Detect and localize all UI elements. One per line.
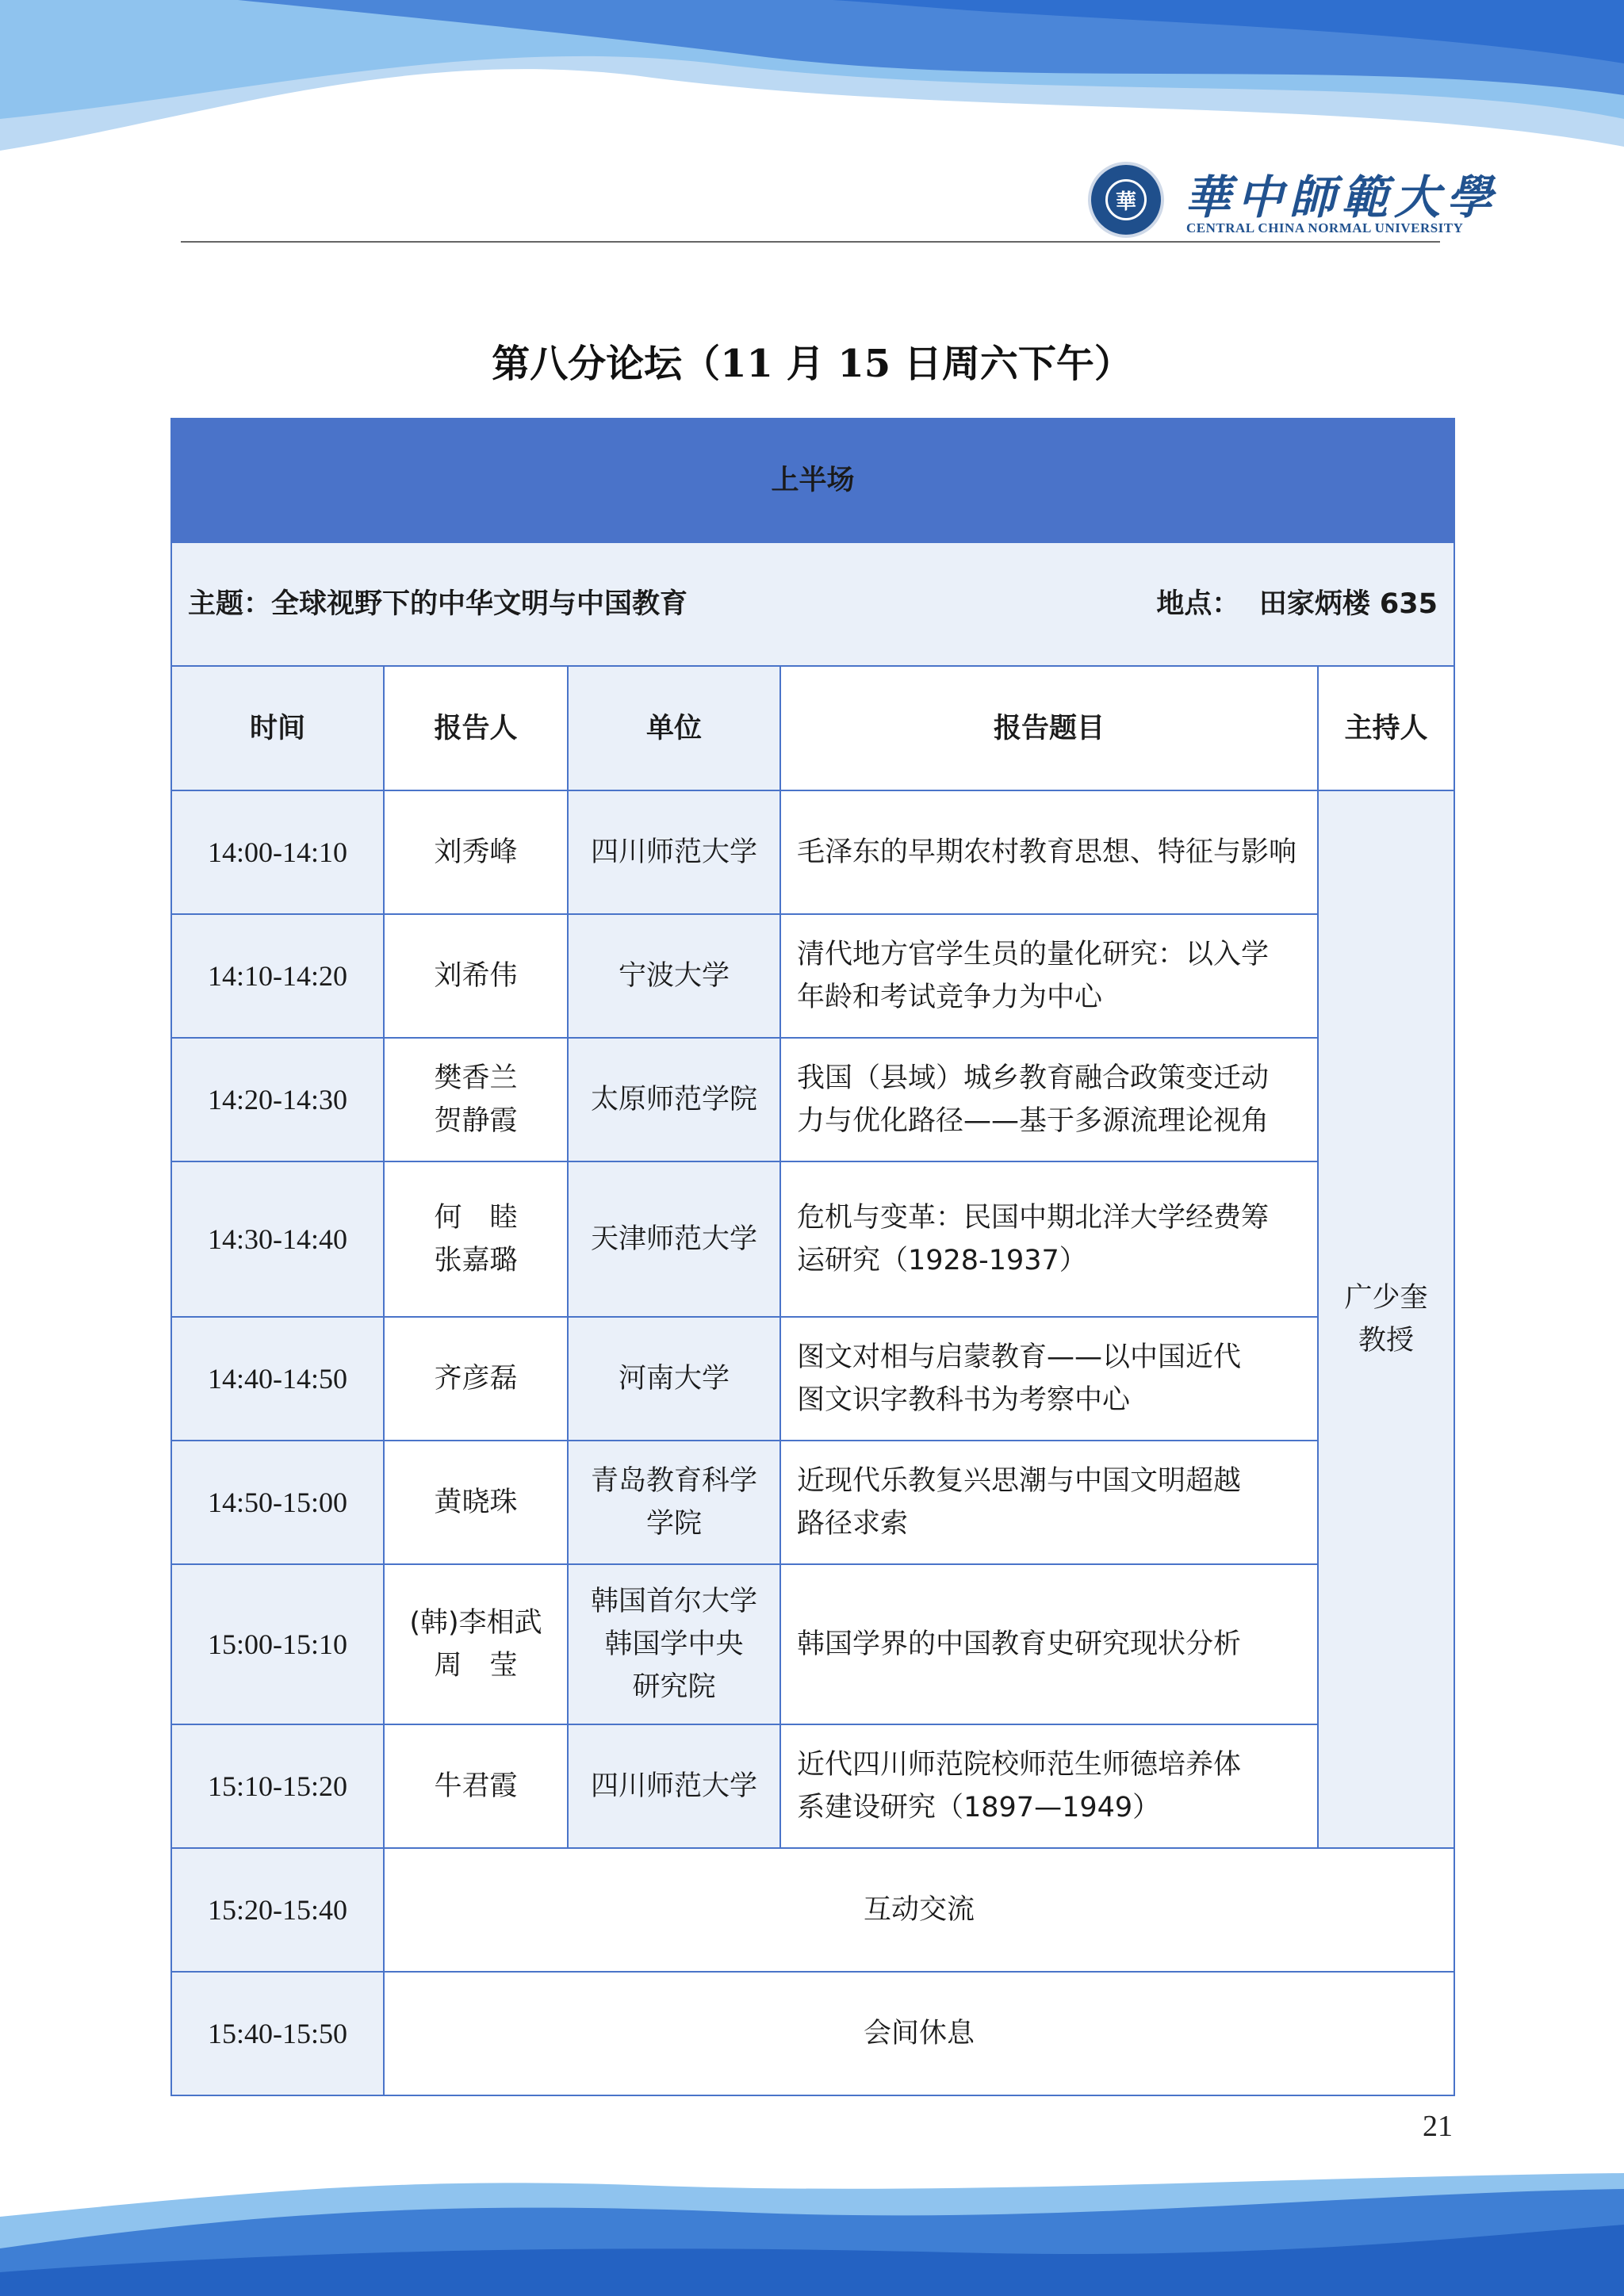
topic-line: 路径求索 — [797, 1508, 909, 1540]
time-cell: 15:40-15:50 — [171, 1972, 384, 2095]
topic-line: 近现代乐教复兴思潮与中国文明超越 — [797, 1465, 1242, 1497]
speaker-name: 张嘉璐 — [434, 1245, 518, 1276]
university-name-cn: 華中師範大學 — [1185, 170, 1500, 224]
host-title: 教授 — [1358, 1325, 1414, 1357]
topic-cell — [780, 1161, 1318, 1317]
topic-line: 韩国学界的中国教育史研究现状分析 — [797, 1628, 1242, 1660]
speaker-cell — [384, 1161, 568, 1317]
topic-line: 运研究（1928-1937） — [797, 1245, 1087, 1276]
theme-label: 主题： — [188, 588, 272, 620]
unit-cell — [568, 1161, 780, 1317]
theme-row — [171, 542, 1454, 666]
topic-line: 图文识字教科书为考察中心 — [797, 1384, 1131, 1416]
break-label: 互动交流 — [384, 1848, 1454, 1972]
header-topic: 报告题目 — [780, 666, 1318, 790]
session-banner: 上半场 — [171, 419, 1454, 542]
break-label: 会间休息 — [384, 1972, 1454, 2095]
topic-cell — [780, 1441, 1318, 1564]
speaker-name: 牛君霞 — [434, 1770, 518, 1802]
column-header-row — [171, 666, 1454, 790]
speaker-name: 刘希伟 — [434, 960, 518, 992]
page-number: 21 — [1423, 2110, 1453, 2143]
topic-line: 清代地方官学生员的量化研究：以入学 — [797, 939, 1270, 970]
unit-cell — [568, 790, 780, 914]
unit-line: 天津师范大学 — [590, 1223, 757, 1255]
page-title: 第八分论坛（11 月 15 日周六下午） — [492, 342, 1132, 386]
university-name-en: CENTRAL CHINA NORMAL UNIVERSITY — [1186, 220, 1464, 235]
location — [1156, 583, 1438, 626]
table-row — [171, 790, 1454, 914]
theme-text: 全球视野下的中华文明与中国教育 — [271, 588, 688, 620]
speaker-name: 樊香兰 — [434, 1062, 518, 1094]
speaker-cell — [384, 790, 568, 914]
table-row — [171, 1724, 1454, 1848]
time-cell: 15:20-15:40 — [171, 1848, 384, 1972]
unit-cell — [568, 1038, 780, 1161]
time-cell: 15:10-15:20 — [171, 1724, 384, 1848]
table-row — [171, 1441, 1454, 1564]
speaker-name: 刘秀峰 — [434, 836, 518, 868]
university-seal-icon: 華 — [1088, 162, 1164, 238]
speaker-name: 齐彦磊 — [434, 1363, 518, 1395]
topic-line: 危机与变革：民国中期北洋大学经费筹 — [797, 1202, 1270, 1234]
header-speaker: 报告人 — [384, 666, 568, 790]
table-row — [171, 1038, 1454, 1161]
top-wave-decoration — [0, 0, 1624, 166]
topic-line: 力与优化路径——基于多源流理论视角 — [797, 1105, 1270, 1137]
speaker-cell — [384, 1564, 568, 1724]
speaker-cell — [384, 1038, 568, 1161]
unit-cell — [568, 1724, 780, 1848]
time-cell: 14:40-14:50 — [171, 1317, 384, 1441]
speaker-name: 周 莹 — [434, 1650, 518, 1682]
unit-line: 学院 — [645, 1508, 702, 1540]
session-banner-row — [171, 419, 1454, 542]
unit-line: 宁波大学 — [618, 960, 730, 992]
topic-line: 系建设研究（1897—1949） — [797, 1792, 1161, 1823]
host-name: 广少奎 — [1344, 1282, 1428, 1314]
speaker-cell — [384, 1317, 568, 1441]
location-text: 田家炳楼 635 — [1258, 588, 1438, 620]
theme — [188, 583, 688, 626]
break-row — [171, 1848, 1454, 1972]
time-cell: 14:00-14:10 — [171, 790, 384, 914]
topic-cell — [780, 1724, 1318, 1848]
unit-line: 太原师范学院 — [590, 1084, 757, 1115]
speaker-name: 何 睦 — [434, 1202, 518, 1234]
unit-cell — [568, 1441, 780, 1564]
topic-line: 我国（县域）城乡教育融合政策变迁动 — [797, 1062, 1270, 1094]
unit-line: 韩国学中央 — [604, 1628, 744, 1660]
unit-line: 青岛教育科学 — [590, 1465, 757, 1497]
speaker-cell — [384, 1441, 568, 1564]
speaker-cell — [384, 914, 568, 1038]
speaker-name: 贺静霞 — [434, 1105, 518, 1137]
host-cell — [1318, 790, 1454, 1848]
topic-cell — [780, 790, 1318, 914]
header-unit: 单位 — [568, 666, 780, 790]
unit-line: 四川师范大学 — [590, 1770, 757, 1802]
topic-line: 毛泽东的早期农村教育思想、特征与影响 — [797, 836, 1297, 868]
unit-cell — [568, 914, 780, 1038]
speaker-name: (韩)李相武 — [409, 1607, 542, 1639]
time-cell: 14:20-14:30 — [171, 1038, 384, 1161]
speaker-name: 黄晓珠 — [434, 1487, 518, 1518]
university-logo — [1088, 157, 1500, 244]
header-host: 主持人 — [1318, 666, 1454, 790]
table-row — [171, 1317, 1454, 1441]
speaker-cell — [384, 1724, 568, 1848]
bottom-wave-decoration — [0, 2161, 1624, 2296]
topic-cell — [780, 1038, 1318, 1161]
header-divider — [181, 241, 1440, 243]
table-row — [171, 1161, 1454, 1317]
time-cell: 15:00-15:10 — [171, 1564, 384, 1724]
topic-line: 年龄和考试竞争力为中心 — [797, 982, 1103, 1013]
break-row — [171, 1972, 1454, 2095]
unit-cell — [568, 1564, 780, 1724]
table-row — [171, 914, 1454, 1038]
location-label: 地点： — [1156, 588, 1240, 620]
time-cell: 14:10-14:20 — [171, 914, 384, 1038]
time-cell: 14:50-15:00 — [171, 1441, 384, 1564]
time-cell: 14:30-14:40 — [171, 1161, 384, 1317]
unit-line: 研究院 — [632, 1671, 716, 1703]
unit-line: 韩国首尔大学 — [590, 1586, 757, 1617]
unit-cell — [568, 1317, 780, 1441]
topic-line: 图文对相与启蒙教育——以中国近代 — [797, 1341, 1242, 1373]
unit-line: 河南大学 — [618, 1363, 730, 1395]
unit-line: 四川师范大学 — [590, 836, 757, 868]
schedule-table — [170, 418, 1455, 2096]
topic-cell — [780, 1317, 1318, 1441]
topic-cell — [780, 914, 1318, 1038]
table-row — [171, 1564, 1454, 1724]
topic-cell — [780, 1564, 1318, 1724]
topic-line: 近代四川师范院校师范生师德培养体 — [797, 1749, 1242, 1781]
header-time: 时间 — [171, 666, 384, 790]
